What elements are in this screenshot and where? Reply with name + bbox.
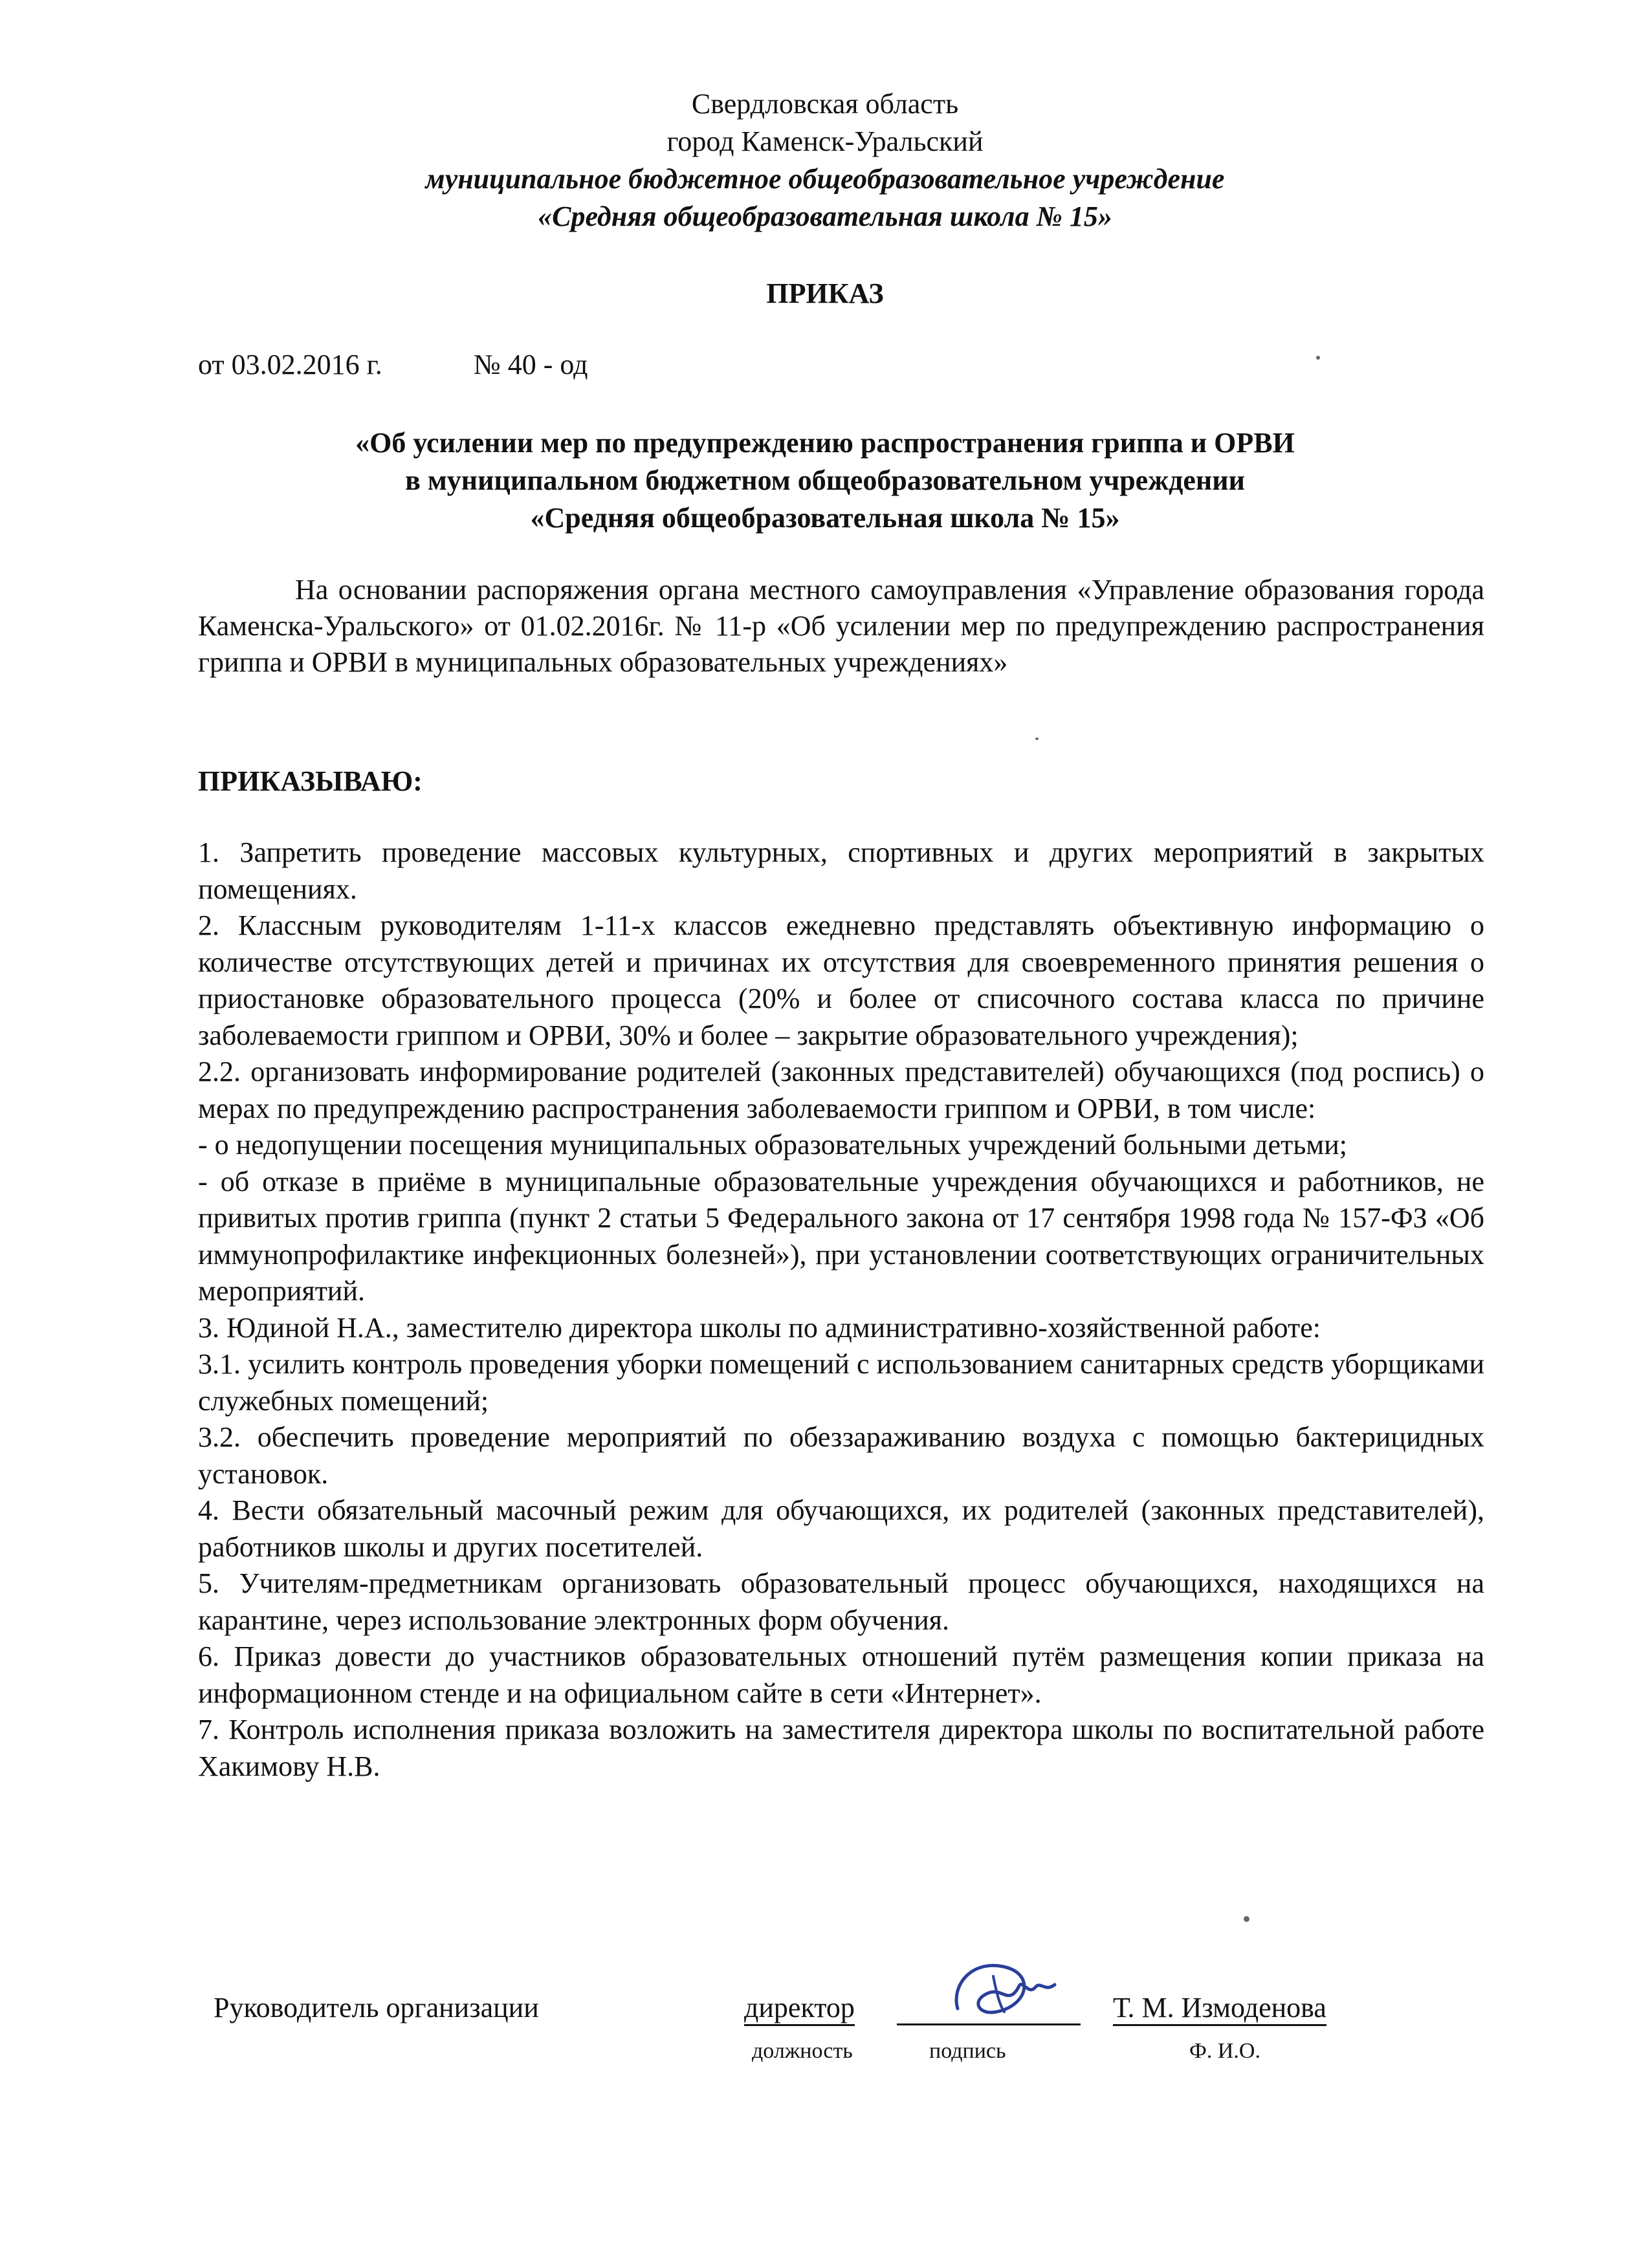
scan-speck bbox=[1316, 356, 1320, 360]
city-line: город Каменск-Уральский bbox=[666, 125, 984, 157]
order-number: № 40 - од bbox=[473, 349, 588, 380]
signatory-name: Т. М. Измоденова bbox=[1113, 1991, 1326, 2026]
order-item: 3.2. обеспечить проведение мероприятий по обеззараживанию воздуха с помощью бактерицидных установок. bbox=[198, 1421, 1484, 1490]
order-item: 1. Запретить проведение массовых культурных, спортивных и других мероприятий в закрытых помещениях. bbox=[198, 836, 1484, 905]
order-item: - об отказе в приёме в муниципальные образовательные учреждения обучающихся и работников, не привитых против гриппа (пункт 2 статьи 5 Федерального закона от 17 сентября 1998 года № 157-ФЗ «Об иммунопрофилактике инфекционных болезней»), при установлении соответствующих ограничительных мероприятий. bbox=[198, 1165, 1484, 1307]
order-subject bbox=[0, 424, 1650, 537]
document-header bbox=[0, 85, 1650, 235]
date-number-line bbox=[198, 348, 588, 381]
scan-speck bbox=[1035, 737, 1039, 740]
order-date: от 03.02.2016 г. bbox=[198, 349, 382, 380]
subject-line-3: «Средняя общеобразовательная школа № 15» bbox=[530, 502, 1120, 534]
signatory-role-label: Руководитель организации bbox=[214, 1992, 539, 2023]
subject-line-2: в муниципальном бюджетном общеобразовательном учреждении bbox=[405, 464, 1245, 496]
name-caption: Ф. И.О. bbox=[1189, 2039, 1260, 2063]
signatory-position: директор bbox=[744, 1991, 855, 2026]
subject-line-1: «Об усилении мер по предупреждению распространения гриппа и ОРВИ bbox=[355, 427, 1295, 459]
order-item: 2.2. организовать информирование родителей (законных представителей) обучающихся (под роспись) о мерах по предупреждению распространения заболеваемости гриппом и ОРВИ, в том числе: bbox=[198, 1056, 1484, 1124]
position-caption: должность bbox=[752, 2039, 853, 2063]
order-items bbox=[198, 834, 1484, 1785]
order-item: 3.1. усилить контроль проведения уборки помещений с использованием санитарных средств уборщиками служебных помещений; bbox=[198, 1348, 1484, 1417]
preamble-paragraph: На основании распоряжения органа местного самоуправления «Управление образования города Каменска-Уральского» от 01.02.2016г. № 11-р «Об усилении мер по предупреждению распространения гриппа и ОРВИ в муниципальных образовательных учреждениях» bbox=[198, 574, 1484, 678]
scan-speck bbox=[1244, 1916, 1249, 1922]
org-name-line: «Средняя общеобразовательная школа № 15» bbox=[538, 201, 1112, 232]
handwritten-signature-icon bbox=[932, 1947, 1074, 2031]
org-type-line: муниципальное бюджетное общеобразовательное учреждение bbox=[425, 163, 1225, 195]
order-item: 4. Вести обязательный масочный режим для обучающихся, их родителей (законных представителей), работников школы и других посетителей. bbox=[198, 1494, 1484, 1563]
order-item: 3. Юдиной Н.А., заместителю директора школы по административно-хозяйственной работе: bbox=[198, 1311, 1321, 1344]
order-item: - о недопущении посещения муниципальных образовательных учреждений больными детьми; bbox=[198, 1129, 1348, 1161]
order-item: 7. Контроль исполнения приказа возложить на заместителя директора школы по воспитательной работе Хакимову Н.В. bbox=[198, 1714, 1484, 1782]
order-item: 2. Классным руководителям 1-11-х классов ежедневно представлять объективную информацию о количестве отсутствующих детей и причинах их отсутствия для своевременного принятия решения о приостановке образовательного процесса (20% и более от списочного состава класса по причине заболеваемости гриппом и ОРВИ, 30% и более – закрытие образовательного учреждения); bbox=[198, 910, 1484, 1051]
signature-caption: подпись bbox=[929, 2039, 1006, 2063]
order-heading: ПРИКАЗЫВАЮ: bbox=[198, 765, 423, 797]
document-title: ПРИКАЗ bbox=[766, 278, 884, 309]
region-line: Свердловская область bbox=[691, 88, 959, 120]
order-item: 5. Учителям-предметникам организовать образовательный процесс обучающихся, находящихся на карантине, через использование электронных форм обучения. bbox=[198, 1567, 1484, 1636]
order-item: 6. Приказ довести до участников образовательных отношений путём размещения копии приказа на информационном стенде и на официальном сайте в сети «Интернет». bbox=[198, 1641, 1484, 1709]
